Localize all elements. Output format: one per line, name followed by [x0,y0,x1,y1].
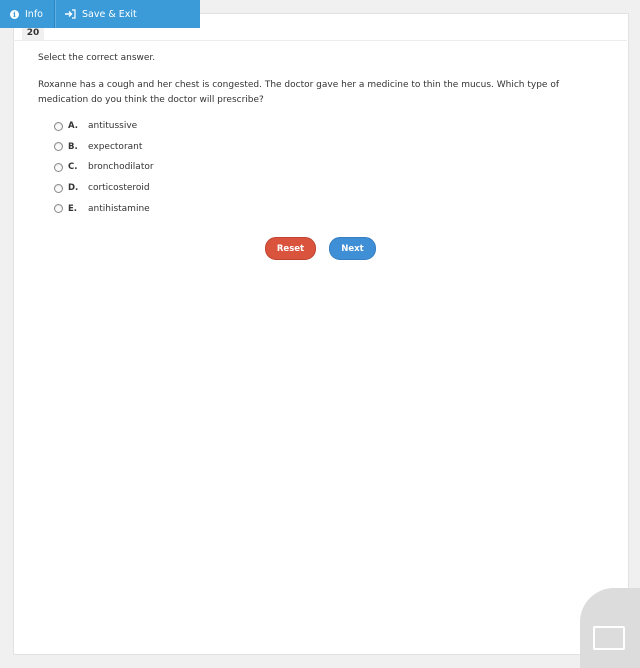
option-e[interactable] [54,198,154,219]
option-text: expectorant [88,141,143,152]
reset-button[interactable]: Reset [265,237,316,260]
option-text: antihistamine [88,203,150,214]
sign-out-icon [64,9,76,19]
instruction-text: Select the correct answer. [38,53,156,63]
option-text: corticosteroid [88,183,150,194]
option-d[interactable] [54,178,154,199]
top-toolbar [0,0,200,28]
panel-divider [13,40,627,41]
radio-button[interactable] [54,163,63,172]
option-a[interactable] [54,116,154,137]
next-button[interactable]: Next [329,237,376,260]
option-b[interactable] [54,137,154,158]
option-letter: B. [68,141,78,152]
option-letter: E. [68,203,78,214]
info-icon: i [10,10,19,19]
window-icon [593,626,625,650]
save-exit-label: Save & Exit [82,8,137,20]
radio-button[interactable] [54,142,63,151]
option-letter: C. [68,162,78,173]
option-letter: D. [68,183,79,194]
radio-button[interactable] [54,122,63,131]
option-text: antitussive [88,121,138,132]
save-exit-button[interactable] [55,0,147,28]
option-letter: A. [68,121,78,132]
radio-button[interactable] [54,204,63,213]
question-panel [13,13,629,655]
question-number: 20 [22,26,44,40]
answer-options [54,116,154,219]
question-text: Roxanne has a cough and her chest is congested. The doctor gave her a medicine to thin the mucus. Which type of medication do you think the doctor will prescribe? [38,80,559,105]
radio-button[interactable] [54,184,63,193]
option-c[interactable] [54,157,154,178]
info-button[interactable] [0,0,55,28]
option-text: bronchodilator [88,162,154,173]
info-label: Info [25,8,43,20]
